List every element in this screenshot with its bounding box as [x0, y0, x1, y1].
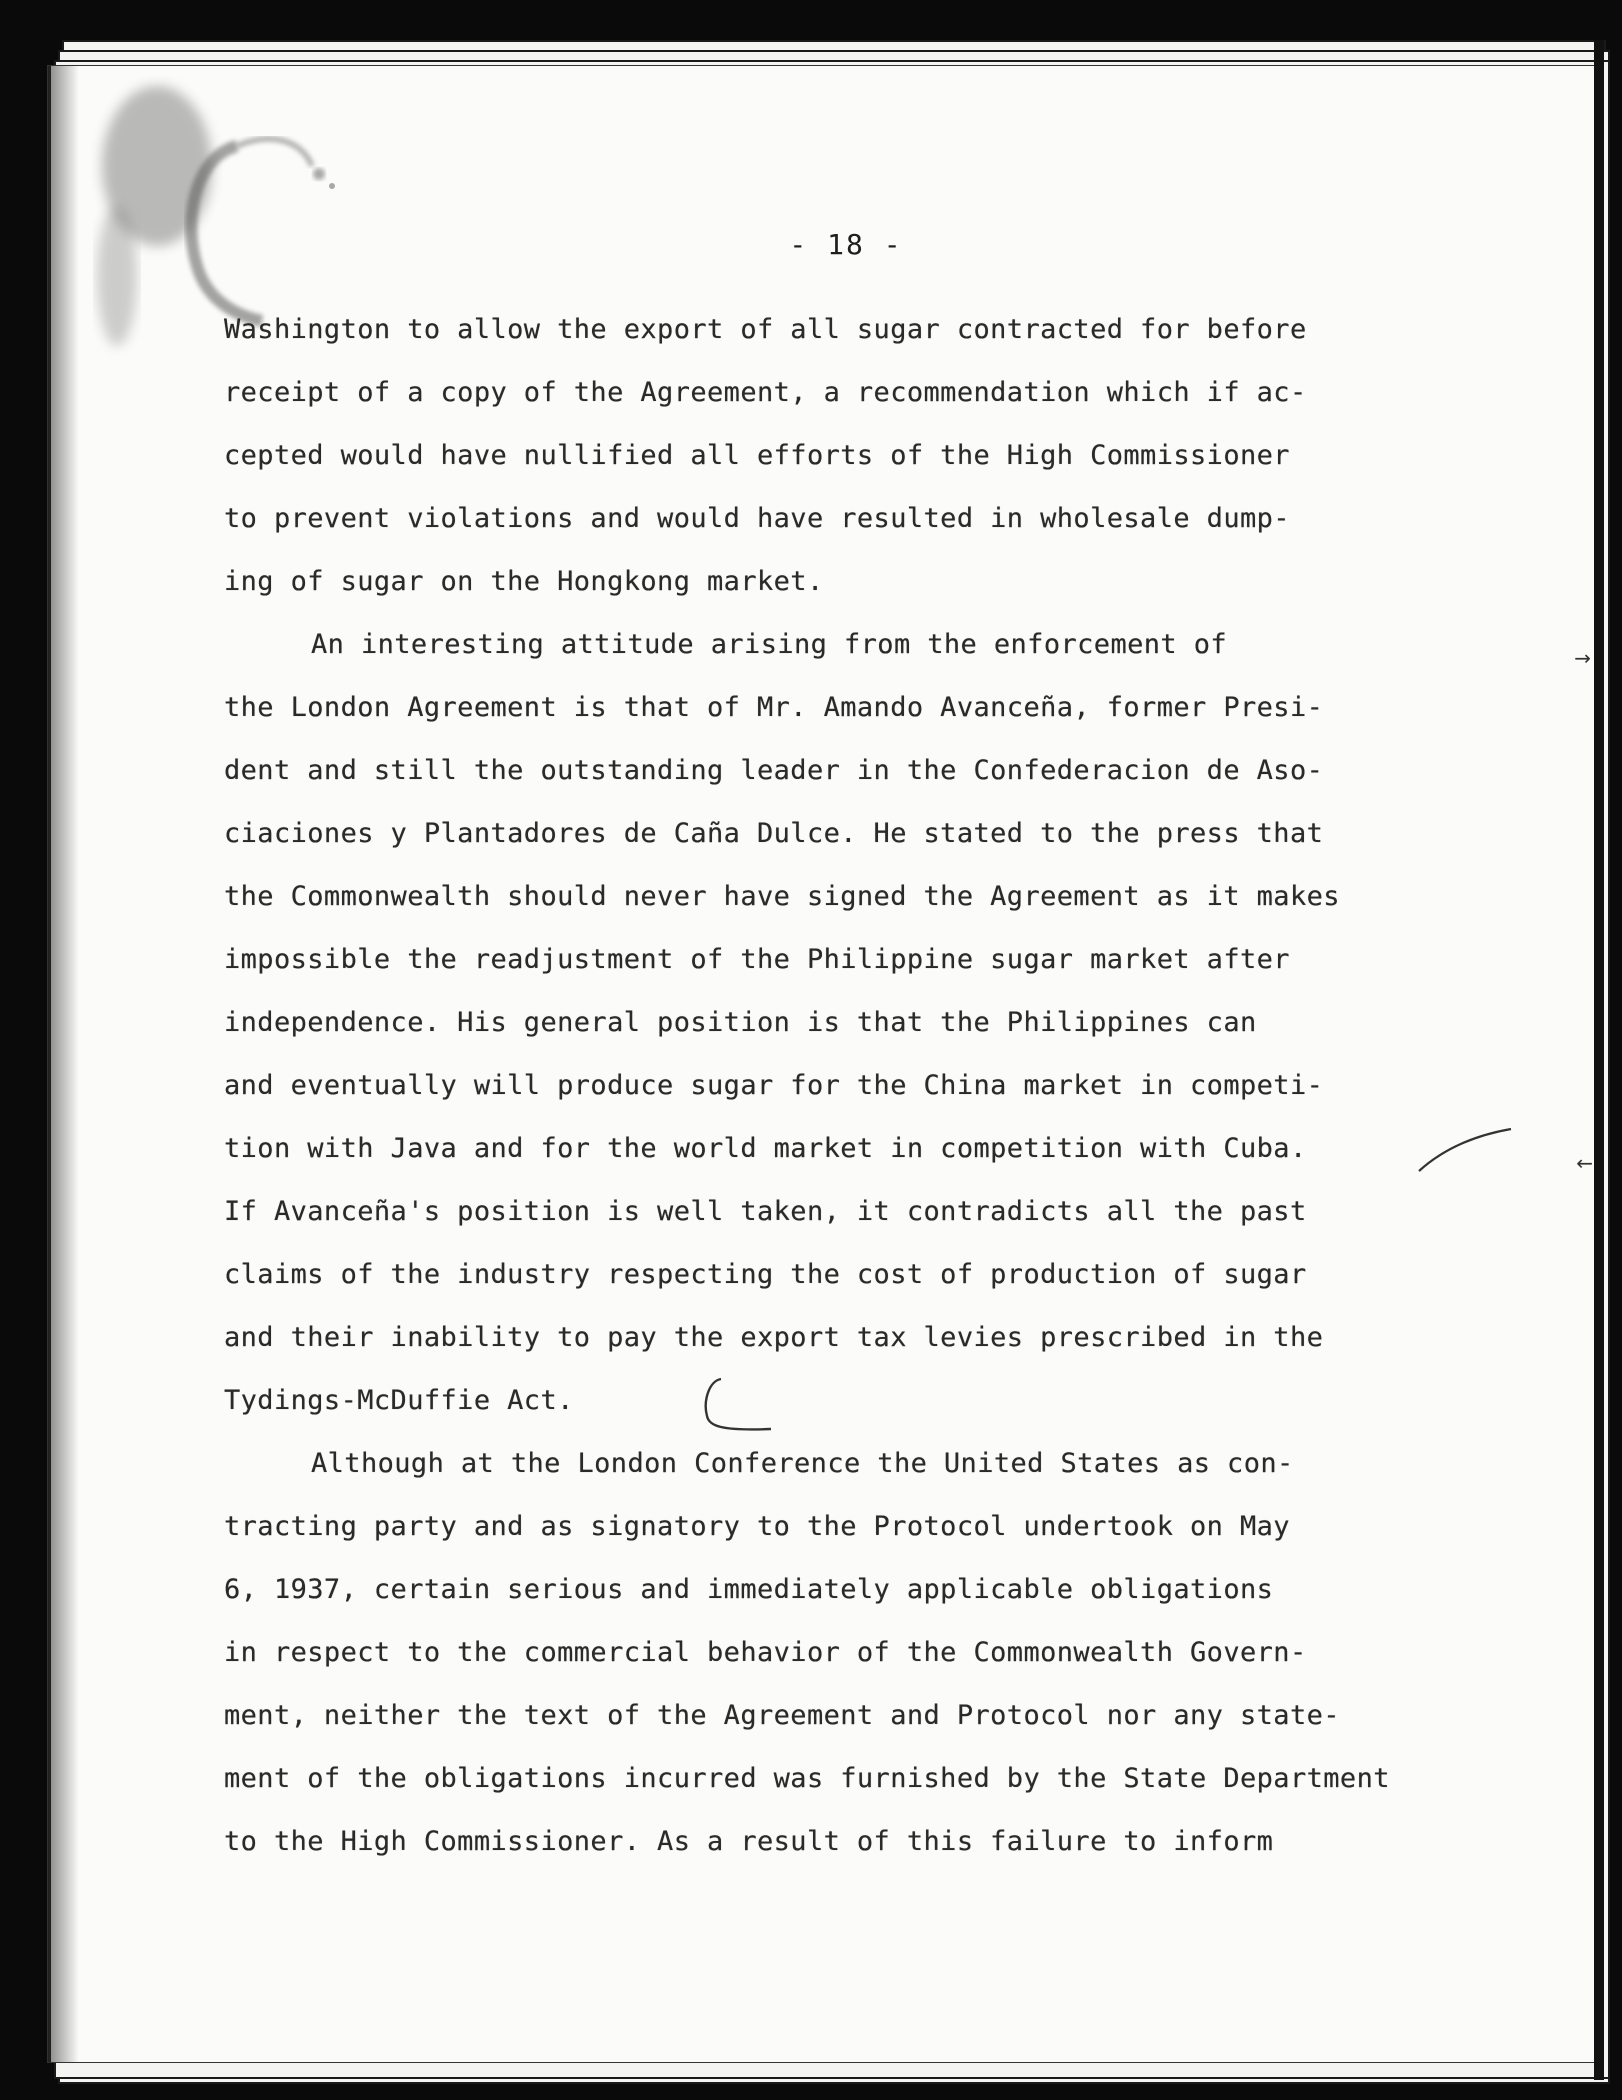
text-line: tion with Java and for the world market in competition with Cuba.	[224, 1133, 1307, 1164]
text-line: the Commonwealth should never have signed the Agreement as it makes	[224, 881, 1340, 912]
paragraph-1	[224, 298, 1544, 613]
text-line: cepted would have nullified all efforts of the High Commissioner	[224, 440, 1290, 471]
text-line: independence. His general position is that the Philippines can	[224, 1007, 1257, 1038]
text-line: the London Agreement is that of Mr. Amando Avanceña, former Presi-	[224, 692, 1324, 723]
text-line: and their inability to pay the export tax levies prescribed in the	[224, 1322, 1324, 1353]
text-line: in respect to the commercial behavior of the Commonwealth Govern-	[224, 1637, 1307, 1668]
text-line: ment of the obligations incurred was furnished by the State Department	[224, 1763, 1390, 1794]
text-line: 6, 1937, certain serious and immediately applicable obligations	[224, 1574, 1274, 1605]
text-line: to the High Commissioner. As a result of this failure to inform	[224, 1826, 1274, 1857]
text-line: An interesting attitude arising from the enforcement of	[311, 629, 1228, 660]
paragraph-2	[224, 613, 1544, 1432]
margin-arrow-mark: →	[1574, 646, 1591, 670]
text-line: If Avanceña's position is well taken, it contradicts all the past	[224, 1196, 1307, 1227]
text-line: to prevent violations and would have resulted in wholesale dump-	[224, 503, 1290, 534]
paragraph-3	[224, 1432, 1544, 1873]
document-body	[224, 298, 1544, 1873]
text-line: and eventually will produce sugar for the China market in competi-	[224, 1070, 1324, 1101]
text-line: ciaciones y Plantadores de Caña Dulce. He stated to the press that	[224, 818, 1324, 849]
text-line: Tydings-McDuffie Act.	[224, 1385, 574, 1416]
text-line: ing of sugar on the Hongkong market.	[224, 566, 824, 597]
document-page	[48, 66, 1601, 2062]
text-line: Although at the London Conference the United States as con-	[311, 1448, 1294, 1479]
text-line: Washington to allow the export of all sugar contracted for before	[224, 314, 1307, 345]
text-line: impossible the readjustment of the Philippine sugar market after	[224, 944, 1290, 975]
text-line: claims of the industry respecting the cost of production of sugar	[224, 1259, 1307, 1290]
margin-arrow-mark: ←	[1576, 1151, 1593, 1175]
page-edge	[1594, 40, 1604, 2080]
text-line: receipt of a copy of the Agreement, a recommendation which if ac-	[224, 377, 1307, 408]
page-number: - 18 -	[789, 228, 903, 261]
text-line: dent and still the outstanding leader in the Confederacion de Aso-	[224, 755, 1324, 786]
text-line: tracting party and as signatory to the Protocol undertook on May	[224, 1511, 1290, 1542]
text-line: ment, neither the text of the Agreement and Protocol nor any state-	[224, 1700, 1340, 1731]
